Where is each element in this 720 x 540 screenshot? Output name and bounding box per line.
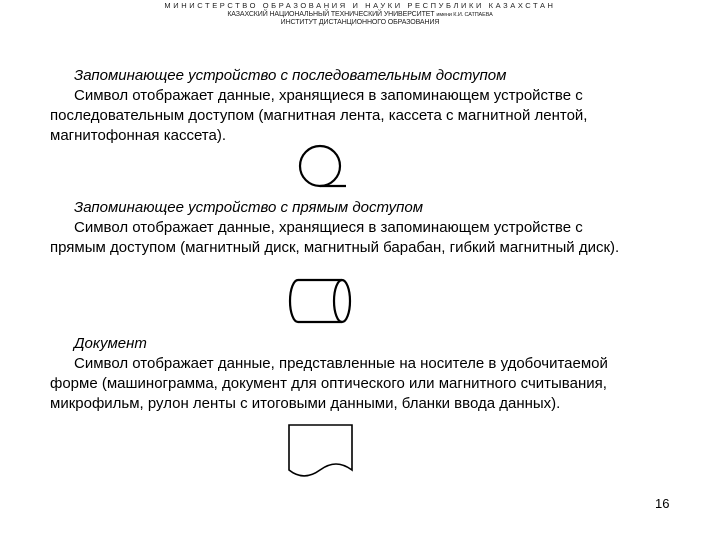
sequential-storage-symbol-icon xyxy=(296,143,350,189)
section-sequential-storage xyxy=(50,66,690,146)
section-title: Запоминающее устройство с прямым доступом xyxy=(74,199,424,216)
description-line: Символ отображает данные, хранящиеся в запоминающем устройстве с xyxy=(74,87,583,104)
university-name-tail: имени К.И. САТПАЕВА xyxy=(436,11,493,18)
section-title: Документ xyxy=(74,335,147,352)
description-line: прямым доступом (магнитный диск, магнитный барабан, гибкий магнитный диск). xyxy=(50,239,620,256)
description-line: Символ отображает данные, хранящиеся в запоминающем устройстве с xyxy=(74,219,583,236)
section-title: Запоминающее устройство с последовательным доступом xyxy=(74,67,507,84)
section-description xyxy=(50,86,690,146)
direct-access-storage-symbol-icon xyxy=(286,276,354,326)
section-description xyxy=(50,218,690,258)
university-line xyxy=(0,11,720,19)
slide-header xyxy=(0,2,720,27)
description-line: микрофильм, рулон ленты с итоговыми данными, бланки ввода данных). xyxy=(50,395,561,412)
ministry-line: МИНИСТЕРСТВО ОБРАЗОВАНИЯ И НАУКИ РЕСПУБЛИКИ КАЗАХСТАН xyxy=(164,1,556,10)
section-direct-access-storage xyxy=(50,198,690,258)
section-document xyxy=(50,334,690,414)
description-line: последовательным доступом (магнитная лента, кассета с магнитной лентой, xyxy=(50,107,588,124)
description-line: магнитофонная кассета). xyxy=(50,127,227,144)
document-symbol-icon xyxy=(286,420,356,478)
section-description xyxy=(50,354,690,414)
institute-line: ИНСТИТУТ ДИСТАНЦИОННОГО ОБРАЗОВАНИЯ xyxy=(280,18,440,26)
description-line: форме (машинограмма, документ для оптического или магнитного считывания, xyxy=(50,375,607,392)
page-number: 16 xyxy=(655,496,670,511)
university-name: КАЗАХСКИЙ НАЦИОНАЛЬНЫЙ ТЕХНИЧЕСКИЙ УНИВЕРСИТЕТ xyxy=(227,10,435,18)
description-line: Символ отображает данные, представленные на носителе в удобочитаемой xyxy=(74,355,608,372)
